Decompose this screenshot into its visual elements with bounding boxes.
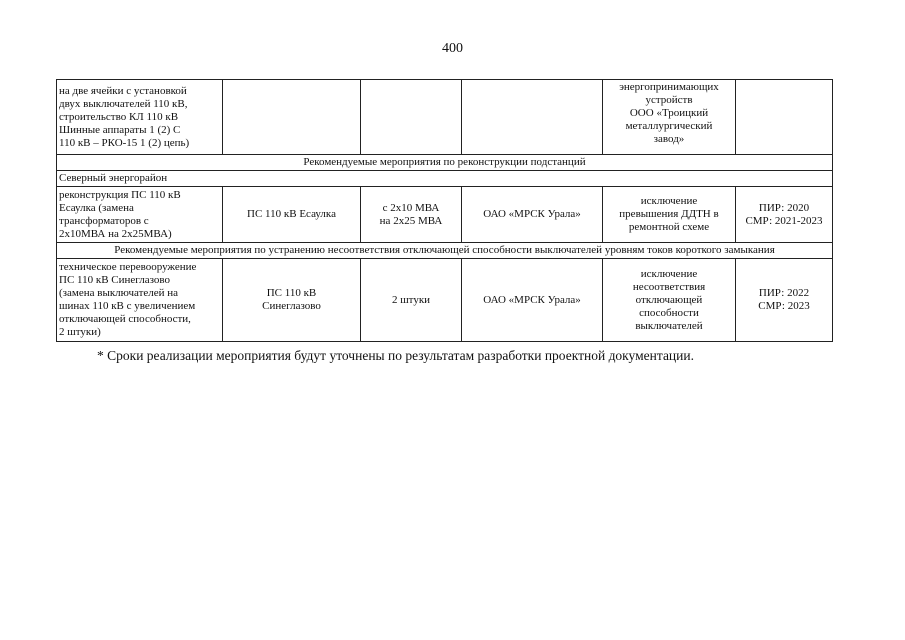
section-header-row [57, 155, 833, 171]
cell-dates: ПИР: 2020 СМР: 2021-2023 [736, 187, 833, 243]
region-header-row [57, 171, 833, 187]
measures-table [56, 79, 833, 342]
region-title: Северный энергорайон [57, 171, 833, 187]
cell-object [223, 80, 361, 155]
table-row [57, 187, 833, 243]
cell-description: техническое перевооружение ПС 110 кВ Синеглазово (замена выключателей на шинах 110 кВ с увеличением отключающей способности, 2 штуки) [57, 259, 223, 342]
cell-purpose: исключение превышения ДДТН в ремонтной схеме [603, 187, 736, 243]
footnote: * Сроки реализации мероприятия будут уточнены по результатам разработки проектной документации. [97, 348, 694, 363]
cell-parameters: с 2х10 МВА на 2х25 МВА [361, 187, 462, 243]
cell-purpose: энергопринимающих устройств ООО «Троицкий металлургический завод» [603, 80, 736, 155]
cell-dates [736, 80, 833, 155]
table-row [57, 259, 833, 342]
section-title-reconstruction: Рекомендуемые мероприятия по реконструкции подстанций [57, 155, 833, 171]
cell-organization: ОАО «МРСК Урала» [462, 187, 603, 243]
cell-description: реконструкция ПС 110 кВ Есаулка (замена трансформаторов с 2х10МВА на 2х25МВА) [57, 187, 223, 243]
cell-object: ПС 110 кВ Синеглазово [223, 259, 361, 342]
cell-purpose: исключение несоответствия отключающей способности выключателей [603, 259, 736, 342]
cell-parameters: 2 штуки [361, 259, 462, 342]
cell-description: на две ячейки с установкой двух выключателей 110 кВ, строительство КЛ 110 кВ Шинные аппараты 1 (2) С 110 кВ – РКО-15 1 (2) цепь) [57, 80, 223, 155]
table-row-continued [57, 80, 833, 155]
section-title-breakers: Рекомендуемые мероприятия по устранению несоответствия отключающей способности выключателей уровням токов короткого замыкания [57, 243, 833, 259]
cell-organization: ОАО «МРСК Урала» [462, 259, 603, 342]
cell-parameters [361, 80, 462, 155]
section-header-row [57, 243, 833, 259]
page-number: 400 [442, 41, 463, 56]
cell-organization [462, 80, 603, 155]
cell-dates: ПИР: 2022 СМР: 2023 [736, 259, 833, 342]
cell-object: ПС 110 кВ Есаулка [223, 187, 361, 243]
